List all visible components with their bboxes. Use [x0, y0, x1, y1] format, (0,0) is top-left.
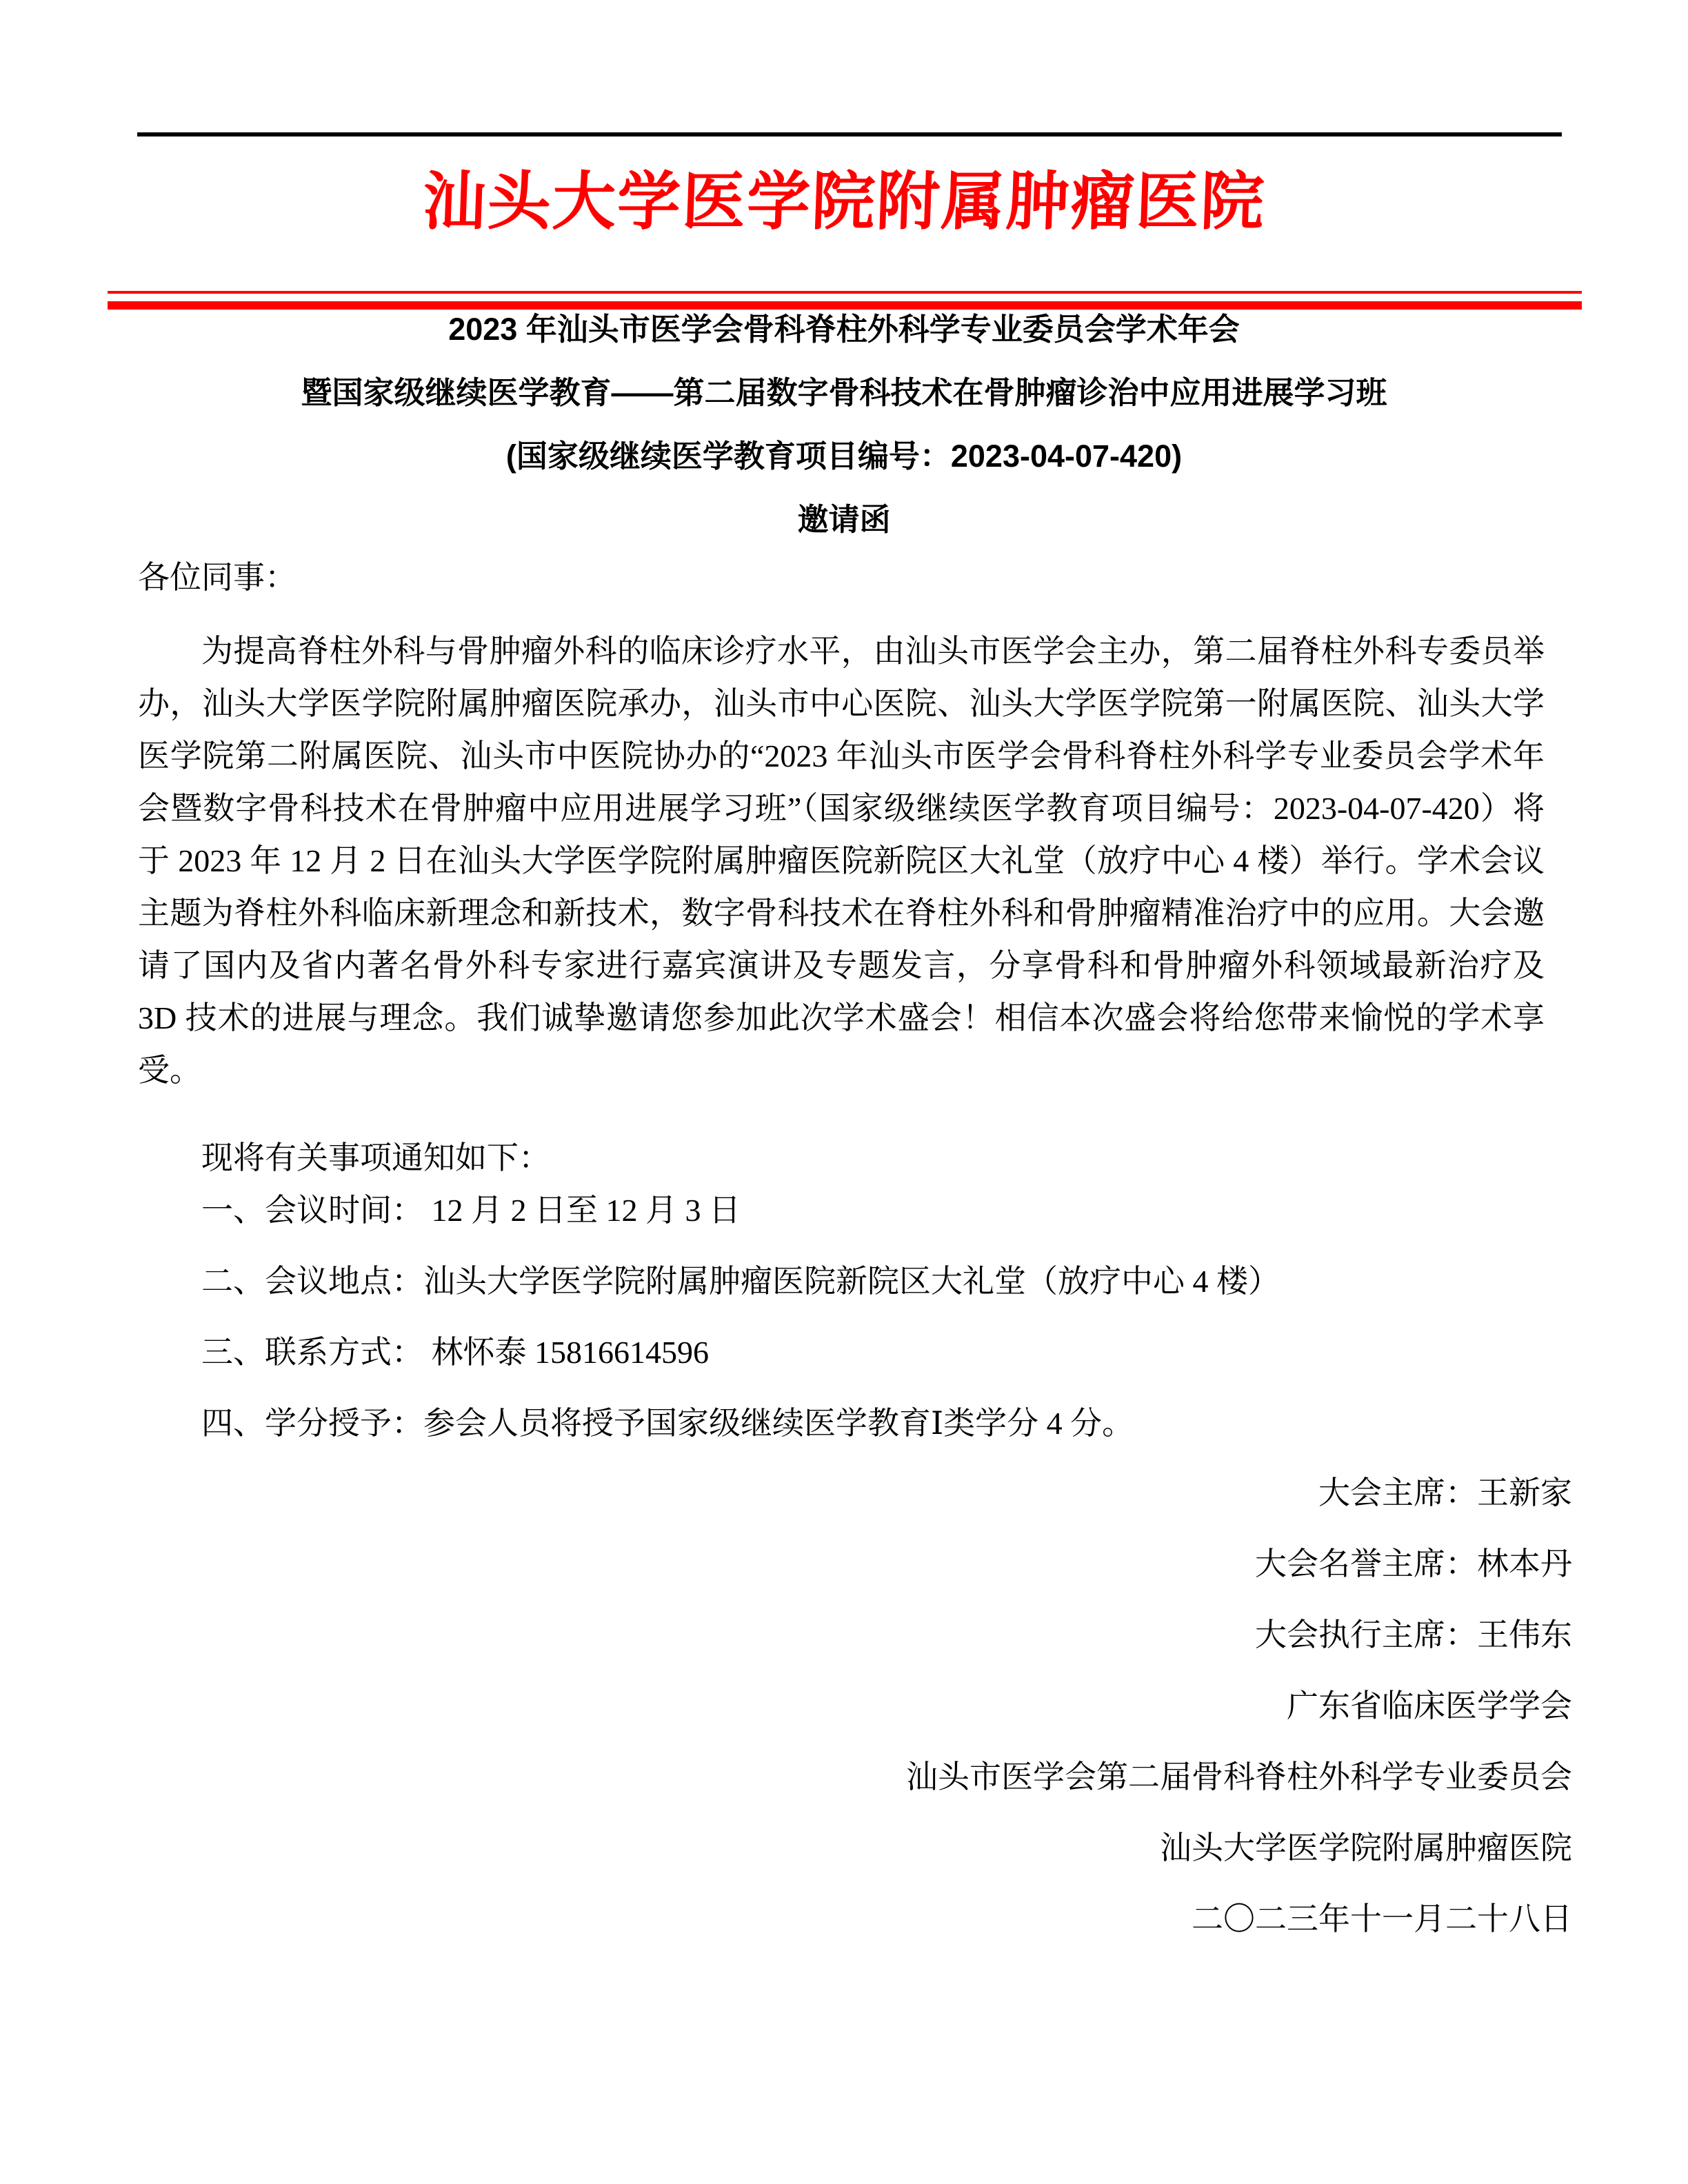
red-separator-thin-line [108, 291, 1582, 294]
header-top-rule [137, 132, 1562, 136]
list-item-credits: 四、学分授予：参会人员将授予国家级继续医学教育Ⅰ类学分 4 分。 [201, 1406, 1134, 1441]
heading-project-number: (国家级继续医学教育项目编号：2023-04-07-420) [505, 438, 1183, 474]
signature-line-chairman: 大会主席：王新家 [1318, 1475, 1572, 1510]
salutation: 各位同事： [138, 560, 297, 595]
heading-annual-meeting: 2023 年汕头市医学会骨科脊柱外科学专业委员会学术年会 [448, 312, 1240, 347]
signature-line-shantou-committee: 汕头市医学会第二届骨科脊柱外科学专业委员会 [906, 1759, 1572, 1794]
hospital-title: 汕头大学医学院附属肿瘤医院 [421, 167, 1267, 237]
signature-line-date: 二〇二三年十一月二十八日 [1192, 1901, 1572, 1937]
list-item-meeting-place: 二、会议地点：汕头大学医学院附属肿瘤医院新院区大礼堂（放疗中心 4 楼） [201, 1264, 1280, 1299]
signature-line-executive-chairman: 大会执行主席：王伟东 [1255, 1617, 1572, 1652]
letter-body [138, 552, 1545, 1450]
list-item-meeting-time: 一、会议时间： 12 月 2 日至 12 月 3 日 [201, 1193, 741, 1228]
document-headings [0, 298, 1688, 552]
body-paragraph: 为提高脊柱外科与骨肿瘤外科的临床诊疗水平，由汕头市医学会主办，第二届脊柱外科专委员举办，汕头大学医学院附属肿瘤医院承办，汕头市中心医院、汕头大学医学院第一附属医院、汕头大学医学院第二附属医院、汕头市中医院协办的“2023 年汕头市医学会骨科脊柱外科学专业委员会学术年会暨数字骨科技术在骨肿瘤中应用进展学习班”（国家级继续医学教育项目编号：2023-04-07-420）将于 2023 年 12 月 2 日在汕头大学医学院附属肿瘤医院新院区大礼堂（放疗中心 4 楼）举行。学术会议主题为脊柱外科临床新理念和新技术，数字骨科技术在脊柱外科和骨肿瘤精准治疗中的应用。大会邀请了国内及省内著名骨外科专家进行嘉宾演讲及专题发言，分享骨科和骨肿瘤外科领域最新治疗及 3D 技术的进展与理念。我们诚挚邀请您参加此次学术盛会！相信本次盛会将给您带来愉悦的学术享受。 [138, 634, 1545, 1088]
notice-intro: 现将有关事项通知如下： [201, 1140, 550, 1175]
signature-line-guangdong-society: 广东省临床医学学会 [1287, 1688, 1572, 1723]
heading-invitation: 邀请函 [797, 502, 891, 537]
signature-line-honorary-chairman: 大会名誉主席：林本丹 [1255, 1546, 1572, 1581]
list-item-contact: 三、联系方式： 林怀泰 15816614596 [201, 1335, 709, 1370]
signature-block [906, 1467, 1572, 1945]
signature-line-hospital: 汕头大学医学院附属肿瘤医院 [1160, 1830, 1572, 1866]
heading-continuing-education: 暨国家级继续医学教育——第二届数字骨科技术在骨肿瘤诊治中应用进展学习班 [301, 375, 1387, 410]
